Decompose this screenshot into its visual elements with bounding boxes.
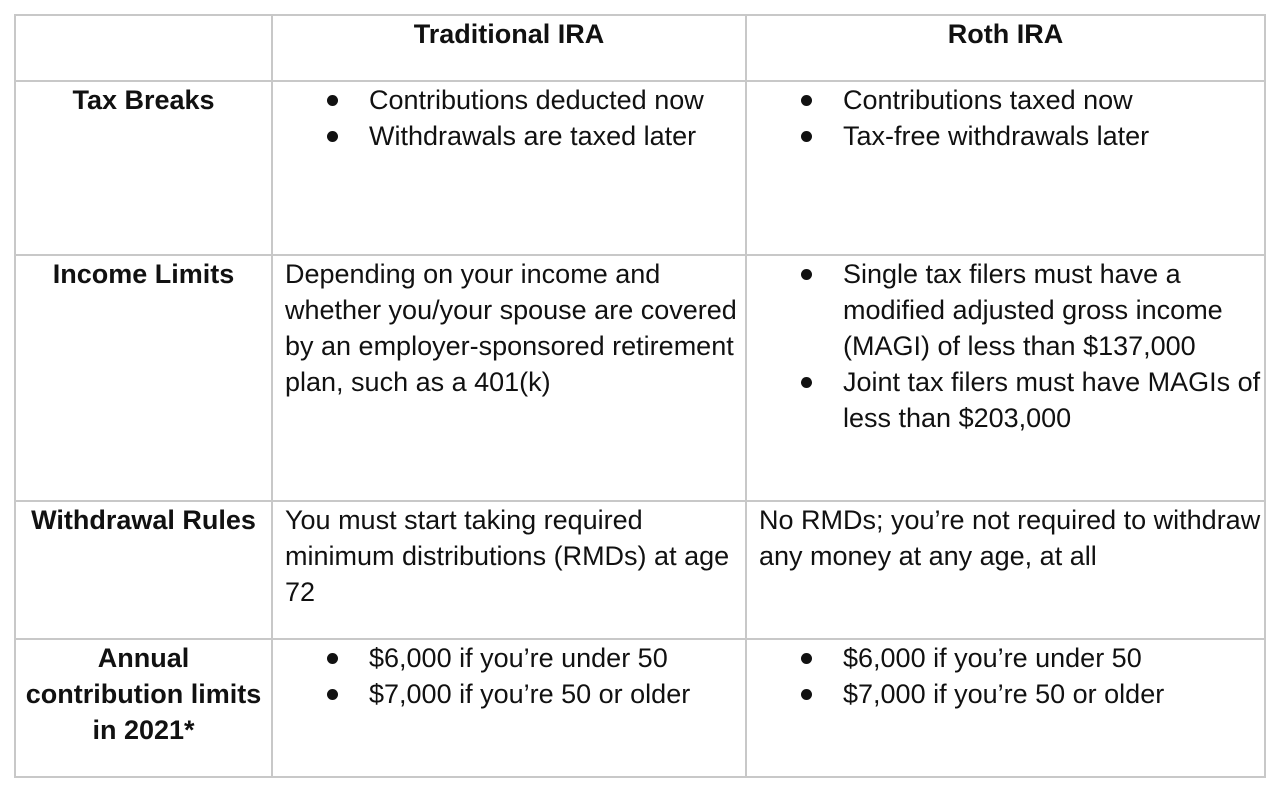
cell-income-limits-traditional: Depending on your income and whether you/your spouse are covered by an employer-sponsored retirement plan, such as a 401(k)	[272, 255, 746, 501]
list-item	[801, 676, 1264, 712]
list-item-text: Single tax filers must have a modified adjusted gross income (MAGI) of less than $137,000	[843, 259, 1223, 361]
column-header-traditional-ira: Traditional IRA	[272, 15, 746, 81]
bullet-icon	[801, 377, 812, 388]
header-row	[15, 15, 1265, 81]
list-item-text: $7,000 if you’re 50 or older	[843, 679, 1165, 709]
list-item-text: $7,000 if you’re 50 or older	[369, 679, 691, 709]
cell-withdrawal-rules-traditional: You must start taking required minimum distributions (RMDs) at age 72	[272, 501, 746, 639]
list-item-text: Joint tax filers must have MAGIs of less than $203,000	[843, 367, 1261, 433]
row-header-withdrawal-rules: Withdrawal Rules	[15, 501, 272, 639]
row-withdrawal-rules	[15, 501, 1265, 639]
list-item-text: Tax-free withdrawals later	[843, 121, 1150, 151]
bullet-icon	[801, 689, 812, 700]
cell-tax-breaks-roth	[746, 81, 1265, 255]
corner-cell	[15, 15, 272, 81]
bullet-icon	[801, 95, 812, 106]
cell-income-limits-roth	[746, 255, 1265, 501]
row-income-limits	[15, 255, 1265, 501]
bullet-icon	[327, 95, 338, 106]
bullet-list	[747, 82, 1264, 154]
row-header-annual-contribution-limits: Annual contribution limits in 2021*	[15, 639, 272, 777]
bullet-icon	[327, 131, 338, 142]
bullet-icon	[801, 653, 812, 664]
list-item	[801, 118, 1264, 154]
cell-annual-limits-roth	[746, 639, 1265, 777]
list-item-text: Contributions taxed now	[843, 85, 1133, 115]
bullet-list	[273, 640, 745, 712]
cell-tax-breaks-traditional	[272, 81, 746, 255]
row-annual-contribution-limits	[15, 639, 1265, 777]
cell-withdrawal-rules-roth: No RMDs; you’re not required to withdraw any money at any age, at all	[746, 501, 1265, 639]
list-item	[801, 364, 1264, 436]
list-item	[327, 676, 745, 712]
cell-annual-limits-traditional	[272, 639, 746, 777]
list-item	[327, 82, 745, 118]
bullet-list	[273, 82, 745, 154]
list-item	[801, 256, 1264, 364]
bullet-icon	[327, 689, 338, 700]
row-tax-breaks	[15, 81, 1265, 255]
list-item	[801, 82, 1264, 118]
list-item	[327, 640, 745, 676]
bullet-list	[747, 640, 1264, 712]
list-item	[327, 118, 745, 154]
column-header-roth-ira: Roth IRA	[746, 15, 1265, 81]
list-item-text: $6,000 if you’re under 50	[369, 643, 668, 673]
bullet-icon	[801, 131, 812, 142]
list-item-text: $6,000 if you’re under 50	[843, 643, 1142, 673]
list-item-text: Withdrawals are taxed later	[369, 121, 697, 151]
bullet-icon	[327, 653, 338, 664]
list-item	[801, 640, 1264, 676]
row-header-income-limits: Income Limits	[15, 255, 272, 501]
ira-comparison-table	[14, 14, 1266, 778]
list-item-text: Contributions deducted now	[369, 85, 704, 115]
bullet-icon	[801, 269, 812, 280]
row-header-tax-breaks: Tax Breaks	[15, 81, 272, 255]
bullet-list	[747, 256, 1264, 436]
